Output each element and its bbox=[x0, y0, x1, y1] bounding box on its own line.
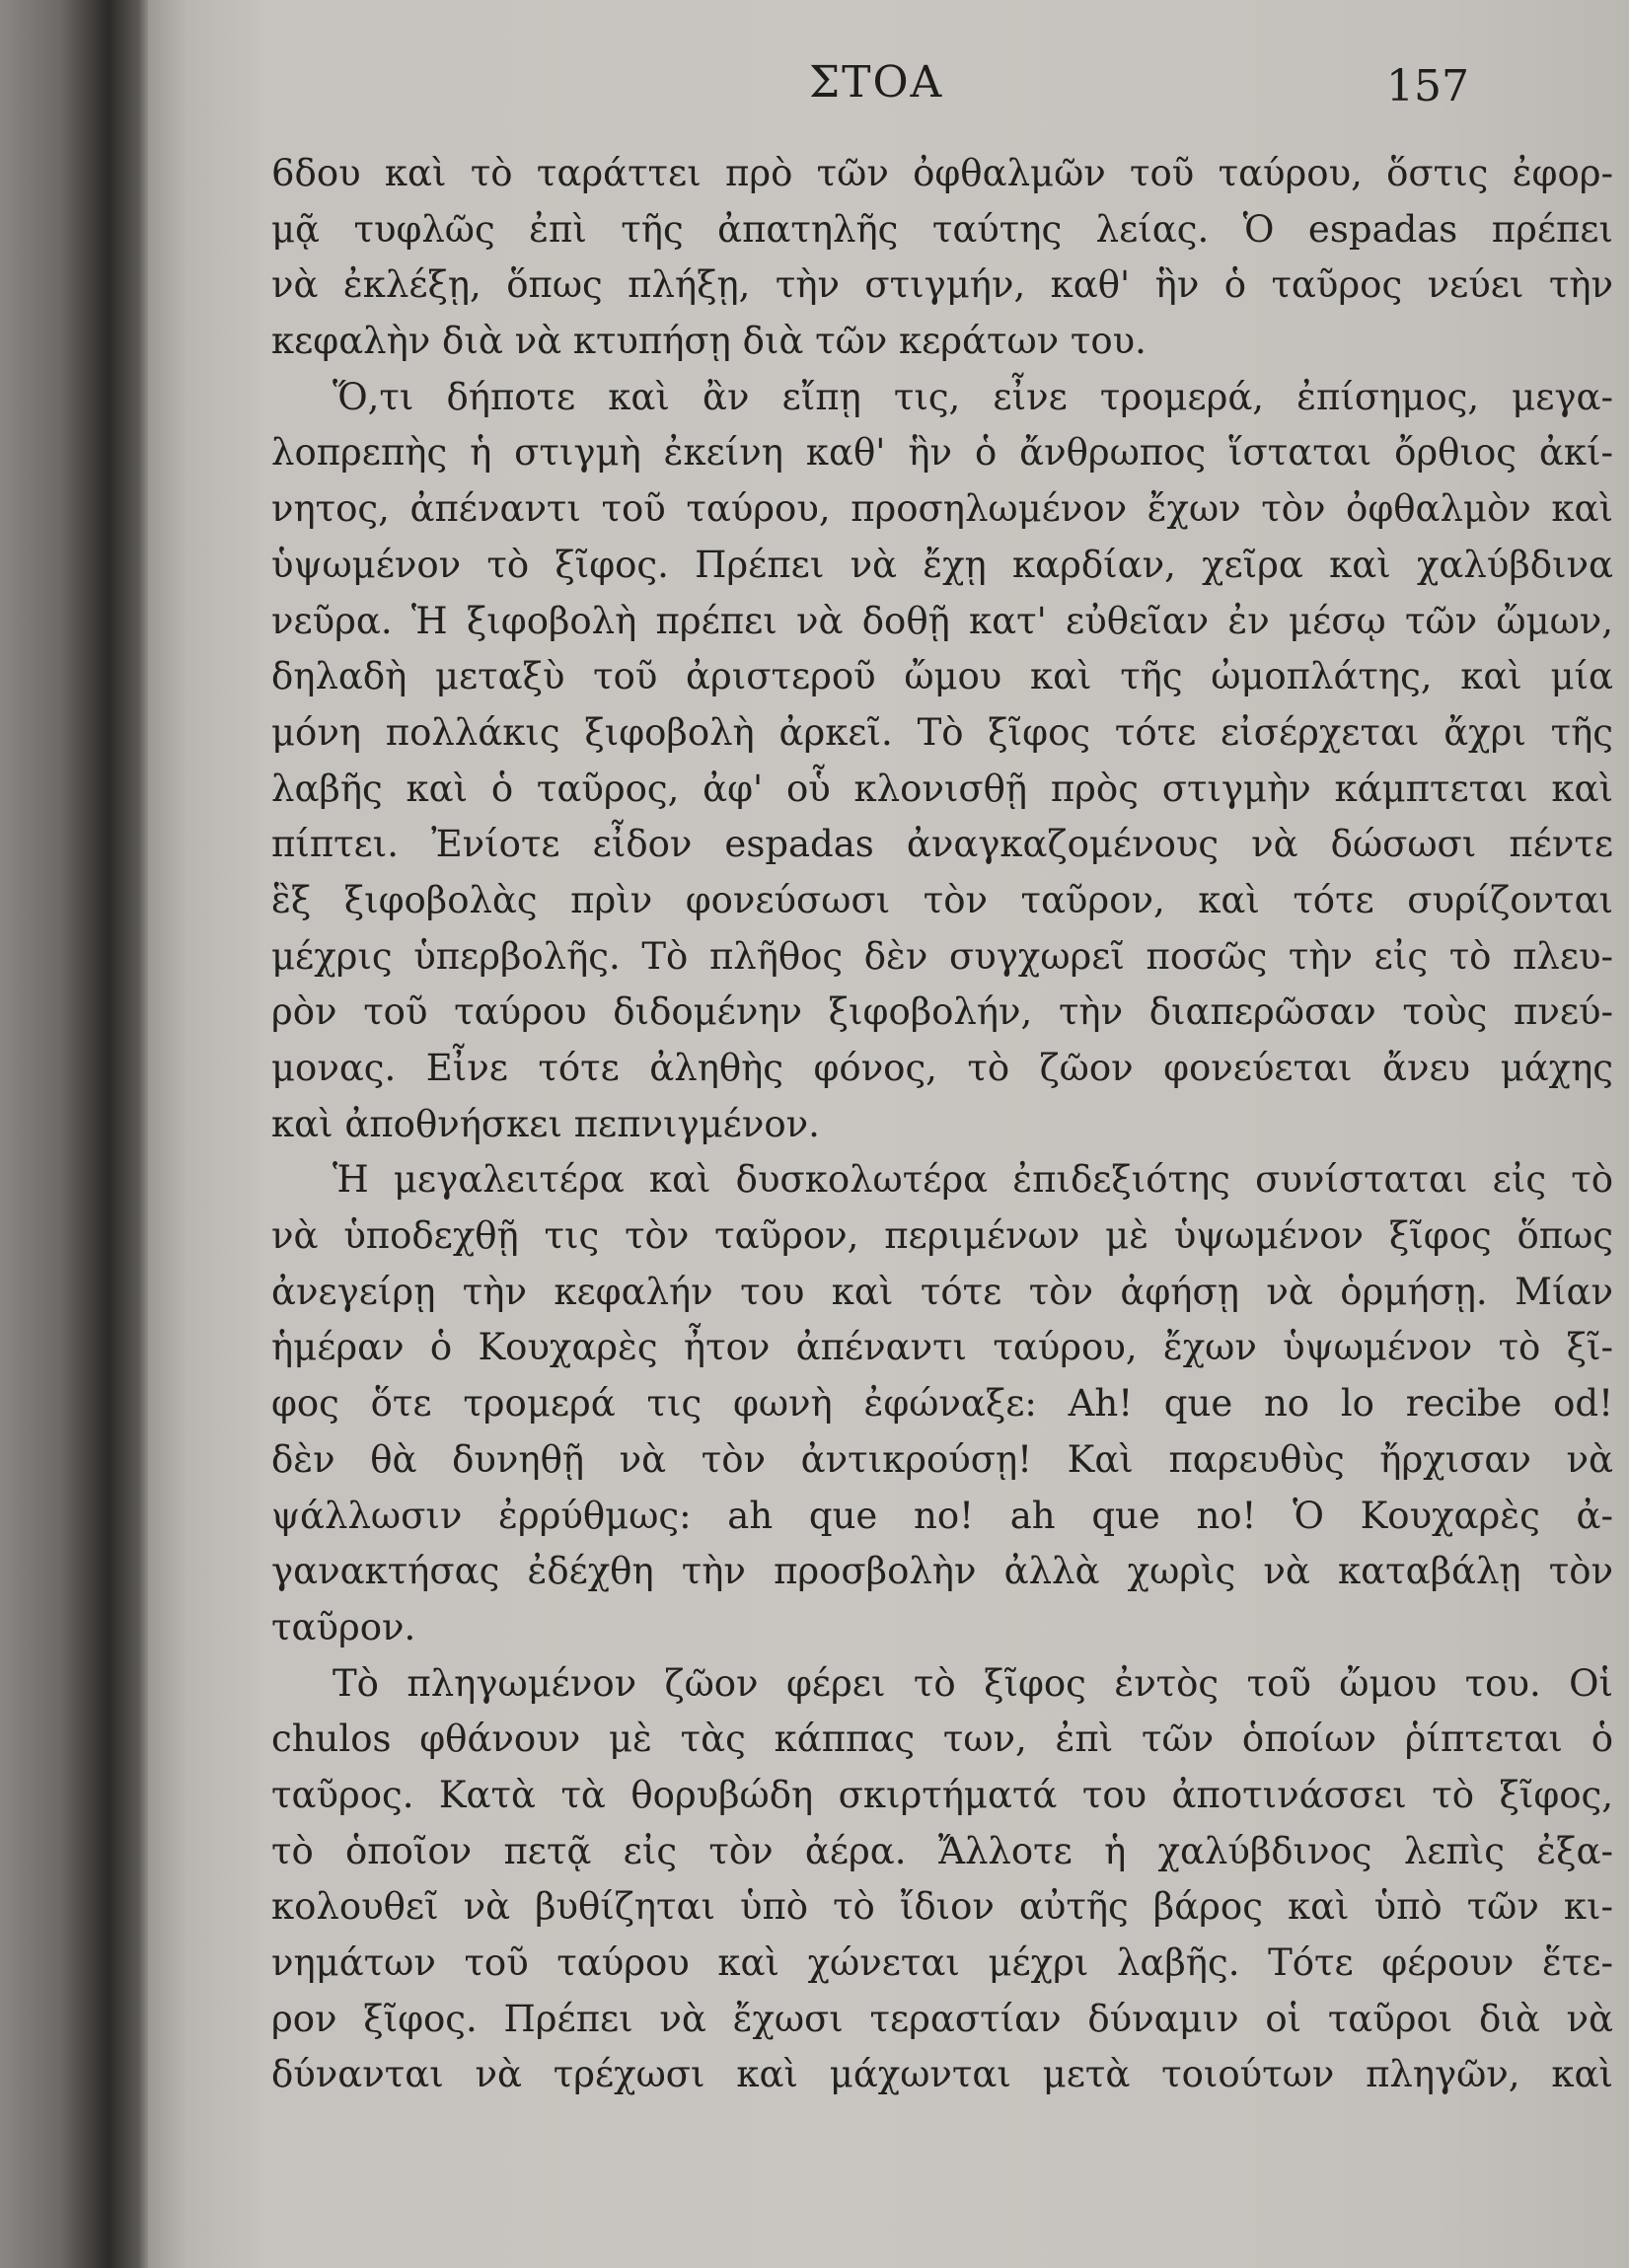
text-line: νὰ ὑποδεχθῇ τις τὸν ταῦρον, περιμένων μὲ ὑψωμένον ξῖφος ὅπως bbox=[271, 1214, 1613, 1258]
running-head bbox=[148, 57, 1629, 116]
text-line: τὸ ὁποῖον πετᾷ εἰς τὸν ἀέρα. Ἄλλοτε ἡ χαλύβδινος λεπὶς ἐξα- bbox=[271, 1829, 1613, 1872]
text-line: λαβῆς καὶ ὁ ταῦρος, ἀφ' οὗ κλονισθῇ πρὸς στιγμὴν κάμπτεται καὶ bbox=[271, 767, 1613, 810]
book-binding-gutter bbox=[0, 0, 148, 2268]
text-line: ἡμέραν ὁ Κουχαρὲς ἦτον ἀπέναντι ταύρου, ἔχων ὑψωμένον τὸ ξῖ- bbox=[271, 1326, 1613, 1369]
text-line: κεφαλὴν διὰ νὰ κτυπήσῃ διὰ τῶν κεράτων του. bbox=[271, 320, 1147, 363]
text-line: Ὅ,τι δήποτε καὶ ἂν εἴπῃ τις, εἶνε τρομερά, ἐπίσημος, μεγα- bbox=[333, 375, 1613, 418]
text-line: γανακτήσας ἐδέχθη τὴν προσβολὴν ἀλλὰ χωρὶς νὰ καταβάλῃ τὸν bbox=[271, 1550, 1613, 1593]
text-line: ρον ξῖφος. Πρέπει νὰ ἔχωσι τεραστίαν δύναμιν οἱ ταῦροι διὰ νὰ bbox=[271, 1997, 1613, 2040]
text-line: δὲν θὰ δυνηθῇ νὰ τὸν ἀντικρούσῃ! Καὶ παρευθὺς ἤρχισαν νὰ bbox=[271, 1437, 1613, 1481]
text-line: Ἡ μεγαλειτέρα καὶ δυσκολωτέρα ἐπιδεξιότης συνίσταται εἰς τὸ bbox=[333, 1158, 1613, 1202]
text-line: φος ὅτε τρομερά τις φωνὴ ἐφώναξε: Ah! que no lo recibe od! bbox=[271, 1382, 1613, 1426]
text-line: κολουθεῖ νὰ βυθίζηται ὑπὸ τὸ ἴδιον αὐτῆς βάρος καὶ ὑπὸ τῶν κι- bbox=[271, 1885, 1613, 1929]
text-line: δηλαδὴ μεταξὺ τοῦ ἀριστεροῦ ὤμου καὶ τῆς ὠμοπλάτης, καὶ μία bbox=[271, 655, 1613, 698]
text-line: νητος, ἀπέναντι τοῦ ταύρου, προσηλωμένον ἔχων τὸν ὀφθαλμὸν καὶ bbox=[271, 487, 1613, 531]
book-page bbox=[148, 0, 1629, 2268]
running-title: ΣΤΟΑ bbox=[809, 57, 944, 108]
text-line: 6δου καὶ τὸ ταράττει πρὸ τῶν ὀφθαλμῶν τοῦ ταύρου, ὅστις ἐφορ- bbox=[271, 152, 1613, 194]
text-line: νεῦρα. Ἡ ξιφοβολὴ πρέπει νὰ δοθῇ κατ' εὐθεῖαν ἐν μέσῳ τῶν ὤμων, bbox=[271, 599, 1613, 642]
page-number: 157 bbox=[1386, 61, 1469, 111]
text-line: μόνη πολλάκις ξιφοβολὴ ἀρκεῖ. Τὸ ξῖφος τότε εἰσέρχεται ἄχρι τῆς bbox=[271, 710, 1613, 754]
text-line: Τὸ πληγωμένον ζῶον φέρει τὸ ξῖφος ἐντὸς τοῦ ὤμου του. Οἱ bbox=[333, 1661, 1613, 1705]
body-text bbox=[271, 146, 1613, 2237]
text-line: ταῦρον. bbox=[271, 1605, 416, 1648]
text-line: δύνανται νὰ τρέχωσι καὶ μάχωνται μετὰ τοιούτων πληγῶν, καὶ bbox=[271, 2053, 1613, 2096]
text-line: ρὸν τοῦ ταύρου διδομένην ξιφοβολήν, τὴν διαπερῶσαν τοὺς πνεύ- bbox=[271, 990, 1613, 1034]
text-line: πίπτει. Ἐνίοτε εἶδον espadas ἀναγκαζομένους νὰ δώσωσι πέντε bbox=[271, 823, 1613, 866]
text-line: μονας. Εἶνε τότε ἀληθὴς φόνος, τὸ ζῶον φονεύεται ἄνευ μάχης bbox=[271, 1047, 1613, 1089]
text-line: chulos φθάνουν μὲ τὰς κάππας των, ἐπὶ τῶν ὁποίων ῥίπτεται ὁ bbox=[271, 1718, 1613, 1761]
text-line: λοπρεπὴς ἡ στιγμὴ ἐκείνη καθ' ἣν ὁ ἄνθρωπος ἵσταται ὄρθιος ἀκί- bbox=[271, 431, 1613, 475]
text-line: νημάτων τοῦ ταύρου καὶ χώνεται μέχρι λαβῆς. Τότε φέρουν ἕτε- bbox=[271, 1941, 1613, 1984]
text-line: καὶ ἀποθνήσκει πεπνιγμένον. bbox=[271, 1102, 820, 1145]
text-line: ψάλλωσιν ἐρρύθμως: ah que no! ah que no! Ὁ Κουχαρὲς ἀ- bbox=[271, 1494, 1613, 1537]
text-line: νὰ ἐκλέξῃ, ὅπως πλήξῃ, τὴν στιγμήν, καθ' ἣν ὁ ταῦρος νεύει τὴν bbox=[271, 263, 1613, 307]
text-line: ὑψωμένον τὸ ξῖφος. Πρέπει νὰ ἔχῃ καρδίαν, χεῖρα καὶ χαλύβδινα bbox=[271, 543, 1613, 586]
text-line: μέχρις ὑπερβολῆς. Τὸ πλῆθος δὲν συγχωρεῖ ποσῶς τὴν εἰς τὸ πλευ- bbox=[271, 934, 1613, 978]
text-line: μᾷ τυφλῶς ἐπὶ τῆς ἀπατηλῆς ταύτης λείας. Ὁ espadas πρέπει bbox=[271, 207, 1613, 251]
text-line: ταῦρος. Κατὰ τὰ θορυβώδη σκιρτήματά του ἀποτινάσσει τὸ ξῖφος, bbox=[271, 1773, 1613, 1816]
text-line: ἓξ ξιφοβολὰς πρὶν φονεύσωσι τὸν ταῦρον, καὶ τότε συρίζονται bbox=[271, 878, 1613, 921]
text-line: ἀνεγείρῃ τὴν κεφαλήν του καὶ τότε τὸν ἀφήσῃ νὰ ὁρμήσῃ. Μίαν bbox=[271, 1270, 1613, 1313]
